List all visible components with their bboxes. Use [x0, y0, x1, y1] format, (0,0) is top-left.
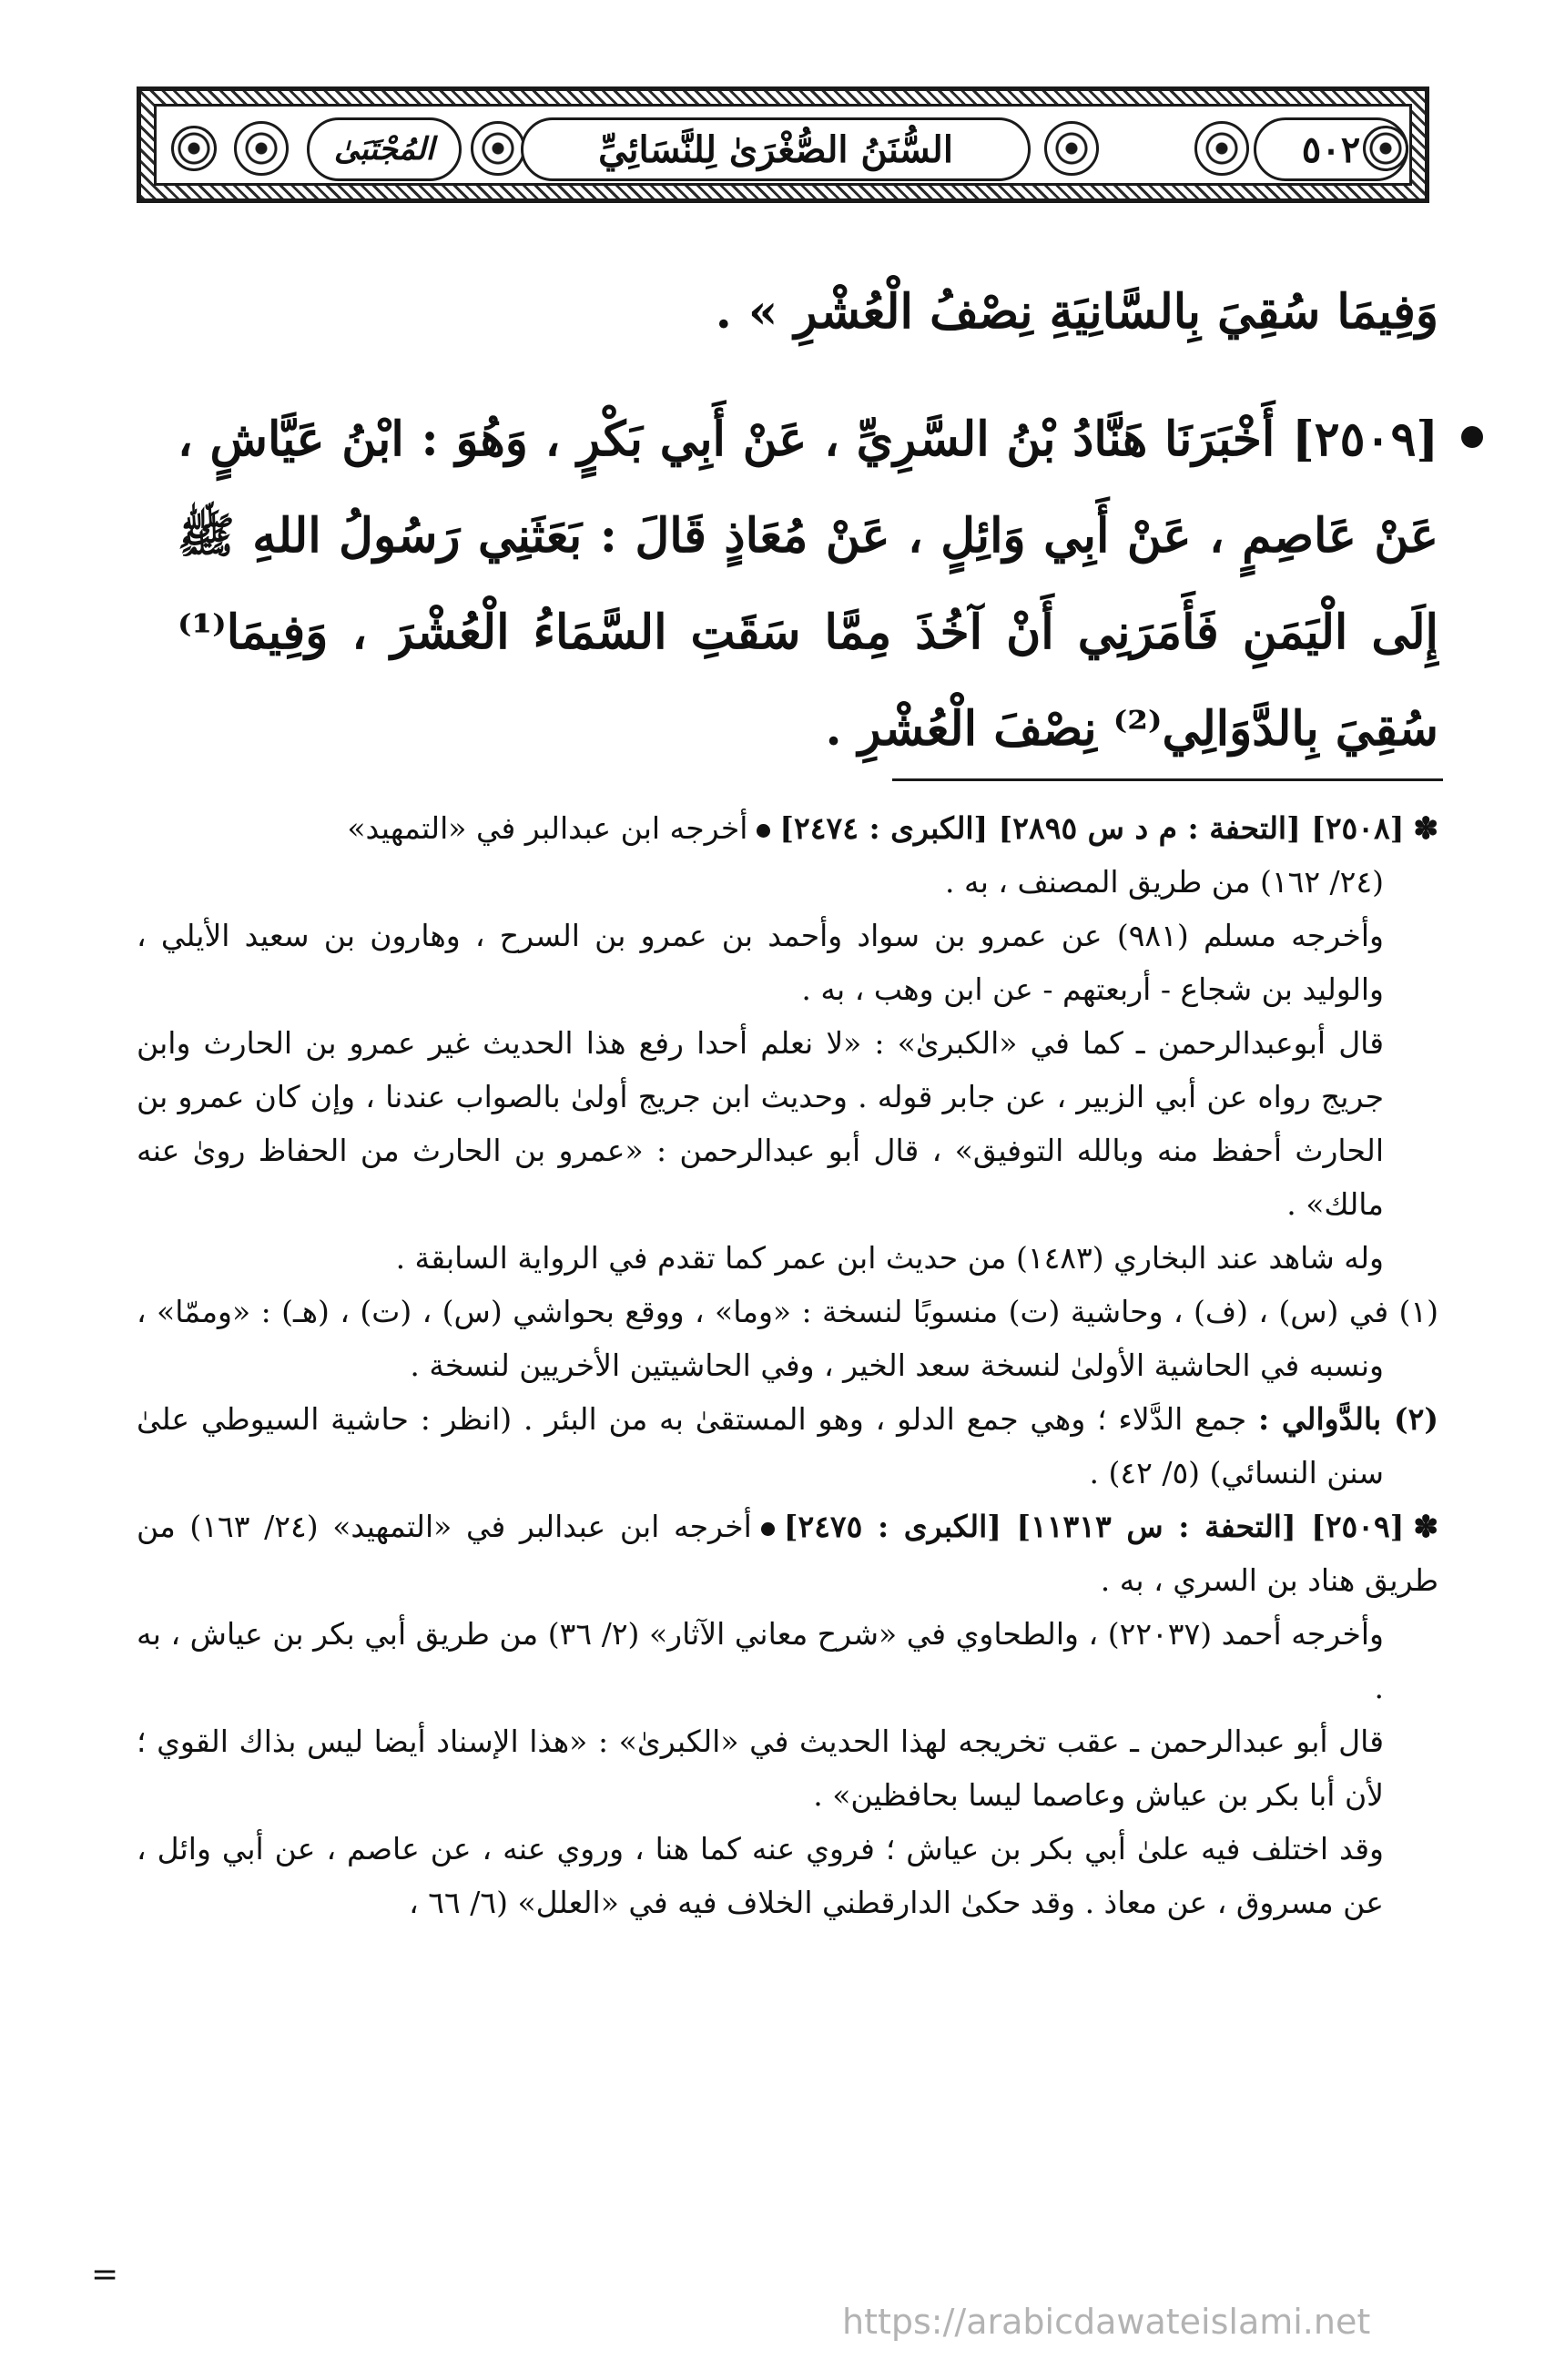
watermark-url: https://arabicdawateislami.net: [842, 2302, 1371, 2342]
header-inner: [154, 104, 1412, 186]
running-title: السُّنَنُ الصُّغْرَىٰ لِلنَّسَائِيِّ: [598, 127, 953, 171]
book-name: المُجْتَبَىٰ: [333, 131, 435, 168]
note-2509-para4: وقد اختلف فيه علىٰ أبي بكر بن عياش ؛ فروي عنه كما هنا ، وروي عنه ، عن عاصم ، عن أبي وائل ، عن مسروق ، عن معاذ . وقد حكىٰ الدارقطني الخلاف فيه في «العلل» (٦/ ٦٦ ،: [137, 1831, 1384, 1920]
asterisk-icon: ✽: [1413, 1509, 1438, 1544]
note-2509-head: [137, 1500, 1438, 1607]
continuation-mark: =: [91, 2256, 119, 2294]
note-2509-para2: وأخرجه أحمد (٢٢٠٣٧) ، والطحاوي في «شرح معاني الآثار» (٢/ ٣٦) من طريق أبي بكر بن عياش ، به .: [137, 1616, 1384, 1705]
page-header-frame: [137, 86, 1429, 203]
bullet-icon: [757, 824, 770, 838]
note-2509-ref: [٢٥٠٩] [التحفة : س ١١٣١٣] [الكبرى : ٢٤٧٥]: [783, 1509, 1405, 1544]
knot-ornament-icon: [171, 126, 217, 171]
note-2509-para3: قال أبو عبدالرحمن ـ عقب تخريجه لهذا الحديث في «الكبرىٰ» : «هذا الإسناد أيضا ليس بذاك القوي ؛ لأن أبا بكر بن عياش وعاصما ليسا بحافظين» .: [137, 1724, 1384, 1813]
knot-ornament-icon: [234, 121, 289, 176]
footnote-1: (١) في (س) ، (ف) ، وحاشية (ت) منسوبًا لنسخة : «وما» ، ووقع بحواشي (س) ، (ت) ، (هـ) : «وممّا» ، ونسبه في الحاشية الأولىٰ لنسخة سعد الخير ، وفي الحاشيتين الأخريين لنسخة .: [137, 1294, 1438, 1383]
page-number: ٥٠٢: [1301, 127, 1361, 171]
knot-ornament-icon: [1194, 121, 1249, 176]
footnote-2: [137, 1392, 1438, 1500]
note-2508-para4: وله شاهد عند البخاري (١٤٨٣) من حديث ابن عمر كما تقدم في الرواية السابقة .: [395, 1240, 1384, 1276]
knot-ornament-icon: [1363, 126, 1408, 171]
hadith-2509: [٢٥٠٩] أَخْبَرَنَا هَنَّادُ بْنُ السَّرِيِّ ، عَنْ أَبِي بَكْرٍ ، وَهُوَ : ابْنُ عَيَّاشٍ ، عَنْ عَاصِمٍ ، عَنْ أَبِي وَائِلٍ ، عَنْ مُعَاذٍ قَالَ : بَعَثَنِي رَسُولُ اللهِ ﷺ إِلَى الْيَمَنِ فَأَمَرَنِي أَنْ آخُذَ مِمَّا سَقَتِ السَّمَاءُ الْعُشْرَ ، وَفِيمَا⁽¹⁾ سُقِيَ بِالدَّوَالِي⁽²⁾ نِصْفَ الْعُشْرِ .: [178, 412, 1438, 757]
bullet-icon: [761, 1522, 775, 1536]
note-2508-para3: قال أبوعبدالرحمن ـ كما في «الكبرىٰ» : «لا نعلم أحدا رفع هذا الحديث غير عمرو بن الحارث وابن جريج رواه عن أبي الزبير ، عن جابر قوله . وحديث ابن جريج أولىٰ بالصواب عندنا ، وإن كان عمرو بن الحارث أحفظ منه وبالله التوفيق» ، قال أبو عبدالرحمن : «عمرو بن الحارث من الحفاظ روىٰ عنه مالك» .: [137, 1025, 1384, 1222]
note-2509-source: أخرجه ابن عبدالبر في «التمهيد» (٢٤/ ١٦٣) من طريق هناد بن السري ، به .: [137, 1509, 1438, 1598]
note-2508-para2: وأخرجه مسلم (٩٨١) عن عمرو بن سواد وأحمد بن عمرو بن السرح ، وهارون بن سعيد الأيلي ، والوليد بن شجاع - أربعتهم - عن ابن وهب ، به .: [137, 918, 1384, 1007]
knot-ornament-icon: [471, 121, 525, 176]
note-2508-line2: (٢٤/ ١٦٢) من طريق المصنف ، به .: [945, 864, 1384, 900]
asterisk-icon: ✽: [1413, 810, 1438, 846]
main-text-continuation: وَفِيمَا سُقِيَ بِالسَّانِيَةِ نِصْفُ الْعُشْرِ » .: [715, 284, 1438, 340]
running-title-cartouche: [521, 117, 1031, 181]
note-2508-ref: [٢٥٠٨] [التحفة : م د س ٢٨٩٥] [الكبرى : ٢٤٧٤]: [779, 810, 1405, 846]
knot-ornament-icon: [1044, 121, 1099, 176]
note-2508-source: أخرجه ابن عبدالبر في «التمهيد»: [347, 810, 748, 846]
book-name-cartouche: [307, 117, 462, 181]
footnote-2-text: جمع الدَّلاء ؛ وهي جمع الدلو ، وهو المستقىٰ به من البئر . (انظر : حاشية السيوطي علىٰ سنن النسائي) (٥/ ٤٢) .: [137, 1401, 1384, 1490]
footnote-separator: [892, 778, 1443, 781]
footnote-2-label: (٢) بالدَّوالي :: [1257, 1401, 1438, 1437]
note-2508-head: [137, 801, 1438, 855]
footnotes: [137, 801, 1438, 1929]
hadith-bullet-icon: [1461, 426, 1483, 448]
